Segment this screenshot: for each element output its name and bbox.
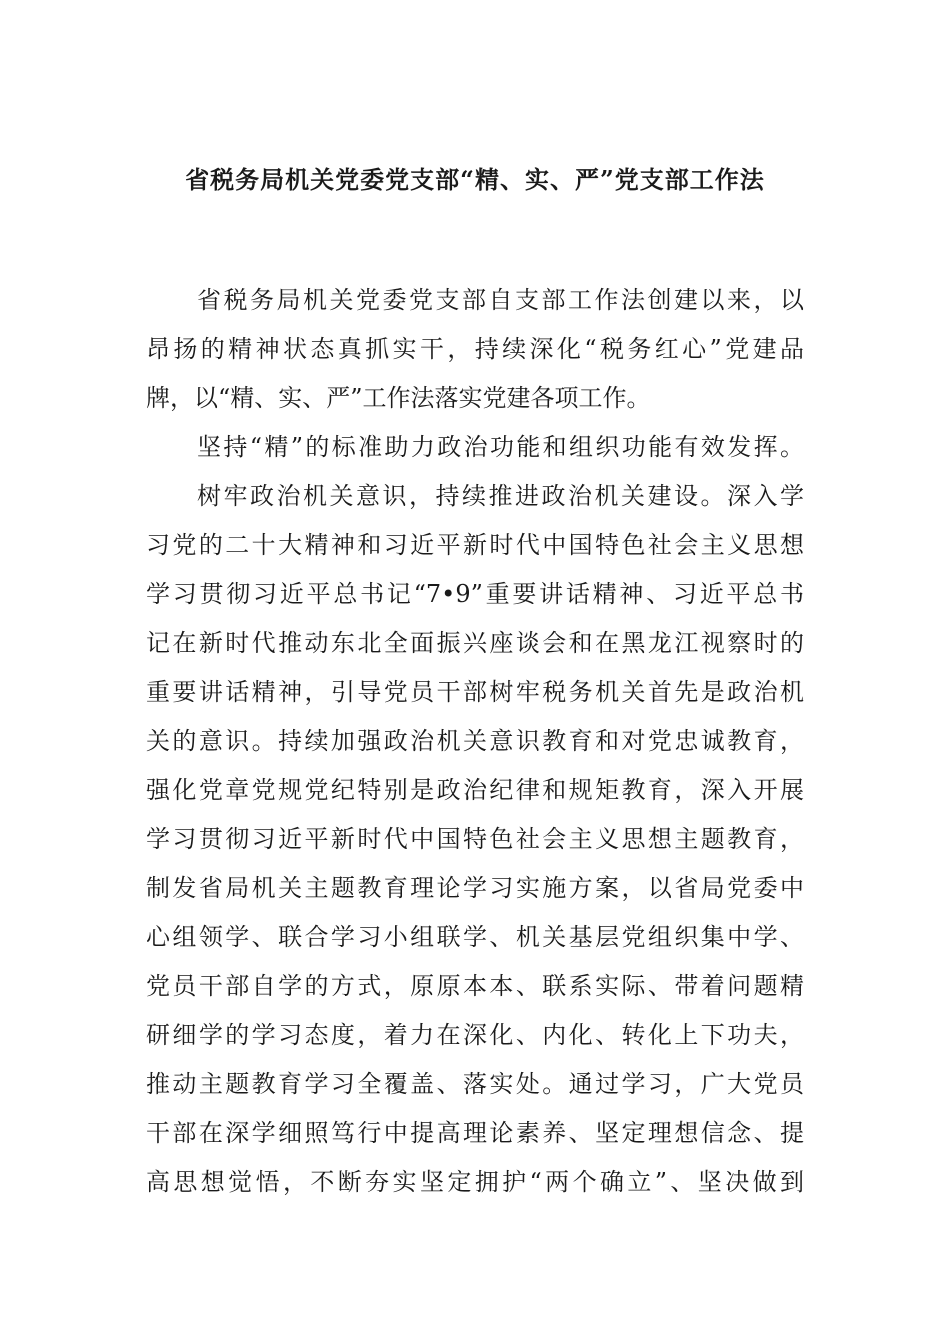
paragraph-line: 学习贯彻习近平总书记“7•9”重要讲话精神、习近平总书 bbox=[146, 580, 804, 608]
paragraph-line: 研细学的学习态度，着力在深化、内化、转化上下功夫， bbox=[146, 1021, 804, 1049]
paragraph-line: 推动主题教育学习全覆盖、落实处。通过学习，广大党员 bbox=[146, 1070, 804, 1098]
paragraph-line: 树牢政治机关意识，持续推进政治机关建设。深入学 bbox=[197, 482, 804, 510]
paragraph-line: 记在新时代推动东北全面振兴座谈会和在黑龙江视察时的 bbox=[146, 629, 804, 657]
paragraph-line: 牌，以“精、实、严”工作法落实党建各项工作。 bbox=[146, 384, 651, 412]
paragraph-line: 心组领学、联合学习小组联学、机关基层党组织集中学、 bbox=[146, 923, 804, 951]
paragraph-line: 学习贯彻习近平新时代中国特色社会主义思想主题教育， bbox=[146, 825, 804, 853]
paragraph-line: 坚持“精”的标准助力政治功能和组织功能有效发挥。 bbox=[197, 433, 804, 461]
paragraph-line: 重要讲话精神，引导党员干部树牢税务机关首先是政治机 bbox=[146, 678, 804, 706]
paragraph-line: 昂扬的精神状态真抓实干，持续深化“税务红心”党建品 bbox=[146, 335, 804, 363]
paragraph-line: 省税务局机关党委党支部自支部工作法创建以来，以 bbox=[197, 286, 804, 314]
paragraph-line: 制发省局机关主题教育理论学习实施方案，以省局党委中 bbox=[146, 874, 804, 902]
paragraph-line: 干部在深学细照笃行中提高理论素养、坚定理想信念、提 bbox=[146, 1119, 804, 1147]
paragraph-line: 党员干部自学的方式，原原本本、联系实际、带着问题精 bbox=[146, 972, 804, 1000]
paragraph-line: 强化党章党规党纪特别是政治纪律和规矩教育，深入开展 bbox=[146, 776, 804, 804]
paragraph-line: 习党的二十大精神和习近平新时代中国特色社会主义思想 bbox=[146, 531, 804, 559]
document-title: 省税务局机关党委党支部“精、实、严”党支部工作法 bbox=[185, 165, 765, 194]
paragraph-line: 高思想觉悟，不断夯实坚定拥护“两个确立”、坚决做到 bbox=[146, 1168, 804, 1196]
document-body bbox=[146, 276, 804, 1207]
paragraph-line: 关的意识。持续加强政治机关意识教育和对党忠诚教育， bbox=[146, 727, 804, 755]
